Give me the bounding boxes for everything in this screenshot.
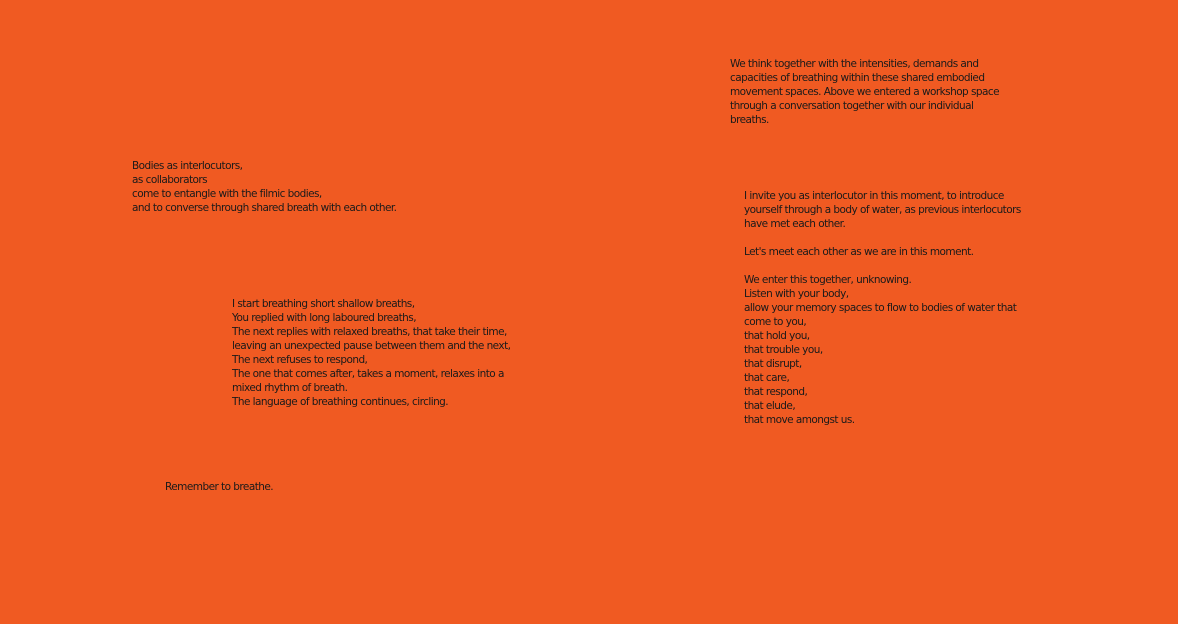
- intro-line: We think together with the intensities, demands and: [730, 58, 979, 70]
- invite-line: have met each other.: [744, 218, 846, 230]
- breathing-line: I start breathing short shallow breaths,: [232, 298, 415, 310]
- invite-line: yourself through a body of water, as previous interlocutors: [744, 204, 1021, 216]
- breathing-line: mixed rhythm of breath.: [232, 382, 348, 394]
- invite-line: Let's meet each other as we are in this moment.: [744, 246, 974, 258]
- remember-line: [165, 480, 273, 494]
- invite-line: [744, 231, 1021, 245]
- breathing-line: The next refuses to respond,: [232, 354, 368, 366]
- intro-line: capacities of breathing within these shared embodied: [730, 72, 985, 84]
- invite-line: that disrupt,: [744, 358, 802, 370]
- invite-line: Listen with your body,: [744, 288, 849, 300]
- bodies-line: come to entangle with the filmic bodies,: [132, 188, 322, 200]
- bodies-line: Bodies as interlocutors,: [132, 160, 243, 172]
- invite-line: We enter this together, unknowing.: [744, 274, 912, 286]
- intro-line: through a conversation together with our individual: [730, 100, 974, 112]
- invite-line: [744, 259, 1021, 273]
- breathing-line: The language of breathing continues, circling.: [232, 396, 449, 408]
- breathing-line: You replied with long laboured breaths,: [232, 312, 416, 324]
- intro-line: breaths.: [730, 114, 769, 126]
- remember-text: Remember to breathe.: [165, 481, 274, 493]
- bodies-stanza: [132, 159, 396, 215]
- invite-line: come to you,: [744, 316, 807, 328]
- invite-line: that respond,: [744, 386, 808, 398]
- bodies-line: as collaborators: [132, 174, 208, 186]
- invite-line: I invite you as interlocutor in this moment, to introduce: [744, 190, 1004, 202]
- invite-line: that care,: [744, 372, 790, 384]
- invite-line: that trouble you,: [744, 344, 823, 356]
- intro-line: movement spaces. Above we entered a workshop space: [730, 86, 1000, 98]
- breathing-stanza: [232, 297, 510, 409]
- invite-line: that move amongst us.: [744, 414, 855, 426]
- invite-line: that elude,: [744, 400, 796, 412]
- breathing-line: The next replies with relaxed breaths, that take their time,: [232, 326, 507, 338]
- invite-line: allow your memory spaces to flow to bodies of water that: [744, 302, 1017, 314]
- breathing-line: leaving an unexpected pause between them and the next,: [232, 340, 511, 352]
- invitation-stanza: [744, 189, 1021, 427]
- intro-paragraph: [730, 57, 999, 127]
- invite-line: that hold you,: [744, 330, 810, 342]
- bodies-line: and to converse through shared breath with each other.: [132, 202, 397, 214]
- breathing-line: The one that comes after, takes a moment, relaxes into a: [232, 368, 504, 380]
